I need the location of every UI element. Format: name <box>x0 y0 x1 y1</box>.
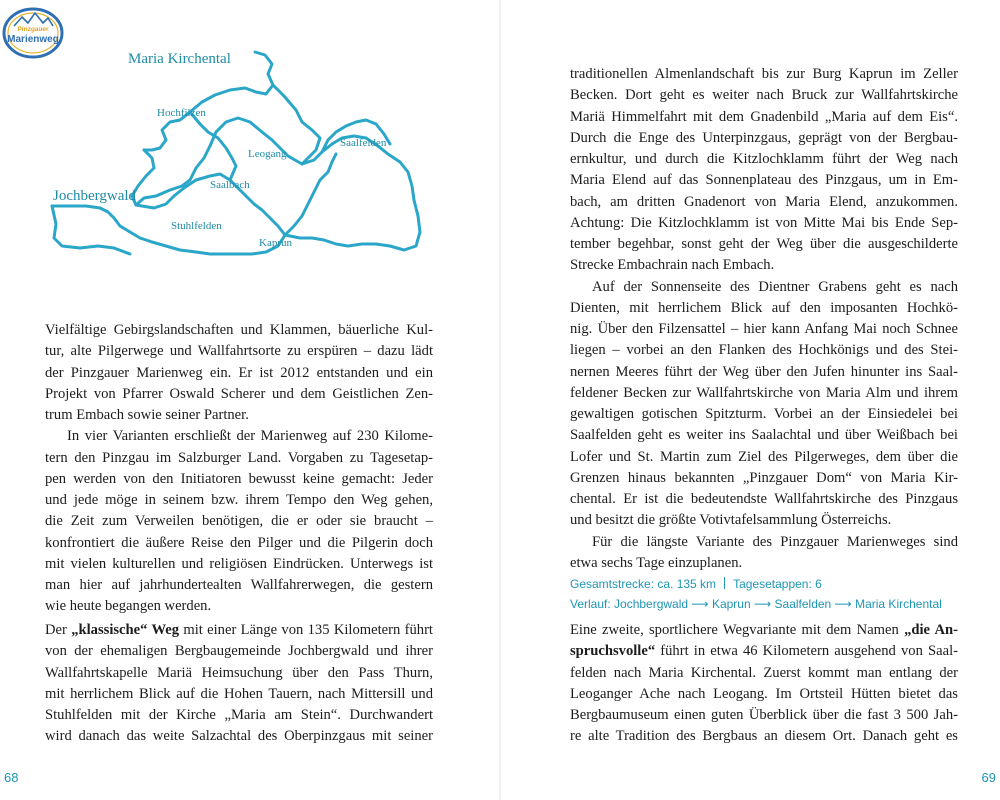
left-paragraph-1: Vielfältige Gebirgslandschaften und Klammen, bäuerliche Kul- tur, alte Pilgerwege und Wallfahrtsorte zu erspüren – dazu lädt der Pinzgauer Marienweg ein. Er ist 2012 entstanden und ein Projekt von Pfarrer Oswald Scherer und dem Geistlichen Zen- trum Embach sowie seiner Partner. <box>45 322 433 423</box>
right-paragraph-3: Für die längste Variante des Pinzgauer Marienweges sind etwa sechs Tage einzuplanen. <box>570 533 958 571</box>
anspruchsvolle-term-part1: „die An- <box>904 622 958 638</box>
svg-text:Pinzgauer: Pinzgauer <box>17 26 49 33</box>
route-connector-jochberg <box>52 206 130 254</box>
map-label-hochfilzen: Hochfilzen <box>157 107 206 119</box>
map-label-saalfelden: Saalfelden <box>340 137 387 149</box>
route-info-box <box>570 574 958 614</box>
map-label-saalbach: Saalbach <box>210 179 250 191</box>
right-paragraph-2: Auf der Sonnenseite des Dientner Grabens geht es nach Dienten, mit herrlichem Blick auf den imposanten Hochkö- nig. Über den Filzensattel – hier kann Anfang Mai noch Schnee liegen – vorbei an den Flanken des Hochkönigs und des Stei- nernen Meeres führt der Weg über den Jufen hinunter ins Saal- feldener Becken zur Wallfahrtskirche von Maria Alm und ihrem gewaltigen gotischen Spitzturm. Vorbei an der Einsiedelei bei Saalfelden geht es weiter ins Saalachtal und über Weißbach bei Lofer und St. Martin zum Ziel des Pilgerweges, dem über die Grenzen hinaus bekannten „Pinzgauer Dom“ von Maria Kir- chental. Er ist die bedeutendste Wallfahrtskirche des Pinzgaus und besitzt die größte Votivtafelsammlung Österreichs. <box>570 278 958 529</box>
map-label-stuhlfelden: Stuhlfelden <box>171 220 222 232</box>
map-label-kaprun: Kaprun <box>259 237 292 249</box>
route-course-line: Verlauf: Jochbergwald ⟶ Kaprun ⟶ Saalfelden ⟶ Maria Kirchental <box>570 597 942 611</box>
info-separator <box>724 577 725 589</box>
left-paragraph-3: Der „klassische“ Weg mit einer Länge von 135 Kilometern führt von der ehemaligen Bergbaugemeinde Jochbergwald und ihrer Wallfahrtskapelle Mariä Heimsuchung über den Pass Thurn, mit herrlichem Blick auf die Hohen Tauern, nach Mittersill und Stuhlfelden mit der Kirche „Maria am Stein“. Durchwandert wird danach das weite Salzachtal des Oberpinzgaus mit seiner <box>45 622 433 745</box>
map-label-leogang: Leogang <box>248 148 287 160</box>
map-label-jochbergwald: Jochbergwald <box>53 188 137 204</box>
map-label-maria-kirchental: Maria Kirchental <box>128 51 231 67</box>
route-connector-east <box>285 154 336 235</box>
right-text-lower <box>570 620 958 748</box>
anspruchsvolle-term-part2: spruchsvolle“ <box>570 643 656 660</box>
svg-text:Marienweg: Marienweg <box>7 34 59 45</box>
right-page <box>500 0 1000 800</box>
left-text-upper <box>45 320 433 618</box>
stage-count: Tagesetappen: 6 <box>733 577 822 591</box>
right-text-upper <box>570 64 958 614</box>
left-paragraph-2: In vier Varianten erschließt der Marienweg auf 230 Kilome- tern den Pinzgau im Salzburger Land. Vorgaben zu Tagesetap- pen werden von den Initiatoren bewusst keine gemacht: Jeder und jede möge in seinem bzw. ihrem Tempo den Weg gehen, die Zeit zum Verweilen benötigen, die er oder sie braucht – konfrontiert die äußere Reise den Pilger und die Pilgerin doch mit vielen kulturellen und religiösen Eindrücken. Unterwegs ist man hier auf jahrhundertealten Wallfahrerwegen, die gestern wie heute begangen werden. <box>45 428 433 615</box>
route-map <box>40 40 430 280</box>
left-text-lower <box>45 620 433 748</box>
klassische-weg-term: „klassische“ Weg <box>71 622 180 638</box>
page-number-right: 69 <box>981 770 996 785</box>
total-distance: Gesamtstrecke: ca. 135 km <box>570 577 717 591</box>
right-paragraph-4: Eine zweite, sportlichere Wegvariante mit dem Namen „die An- spruchsvolle“ führt in etwa 46 Kilometern ausgehend von Saal- felden nach Maria Kirchental. Zuerst kommt man entlang der Leoganger Ache nach Leogang. Im Ortsteil Hütten bietet das Bergbaumuseum einen guten Überblick über die fast 3 500 Jah- re alte Tradition des Bergbaus an diesem Ort. Danach geht es <box>570 622 958 745</box>
right-paragraph-1: traditionellen Almenlandschaft bis zur Burg Kaprun im Zeller Becken. Dort geht es weiter nach Bruck zur Wallfahrtskirche Mariä Himmelfahrt mit dem Gnadenbild „Maria auf dem Eis“. Durch die Enge des Unterpinzgaus, geprägt von der Bergbau- ernkultur, und durch die Kitzlochklamm führt der Weg nach Maria Elend auf das Sonnenplateau des Pinzgaus, um in Em- bach, am dritten Gnadenort von Maria Elend, anzukommen. Achtung: Die Kitzlochklamm ist von Mitte Mai bis Ende Sep- tember begehbar, sonst geht der Weg über die ausgeschilderte Strecke Embachrain nach Embach. <box>570 66 958 274</box>
page-number-left: 68 <box>4 770 19 785</box>
route-summary-line <box>570 574 958 594</box>
